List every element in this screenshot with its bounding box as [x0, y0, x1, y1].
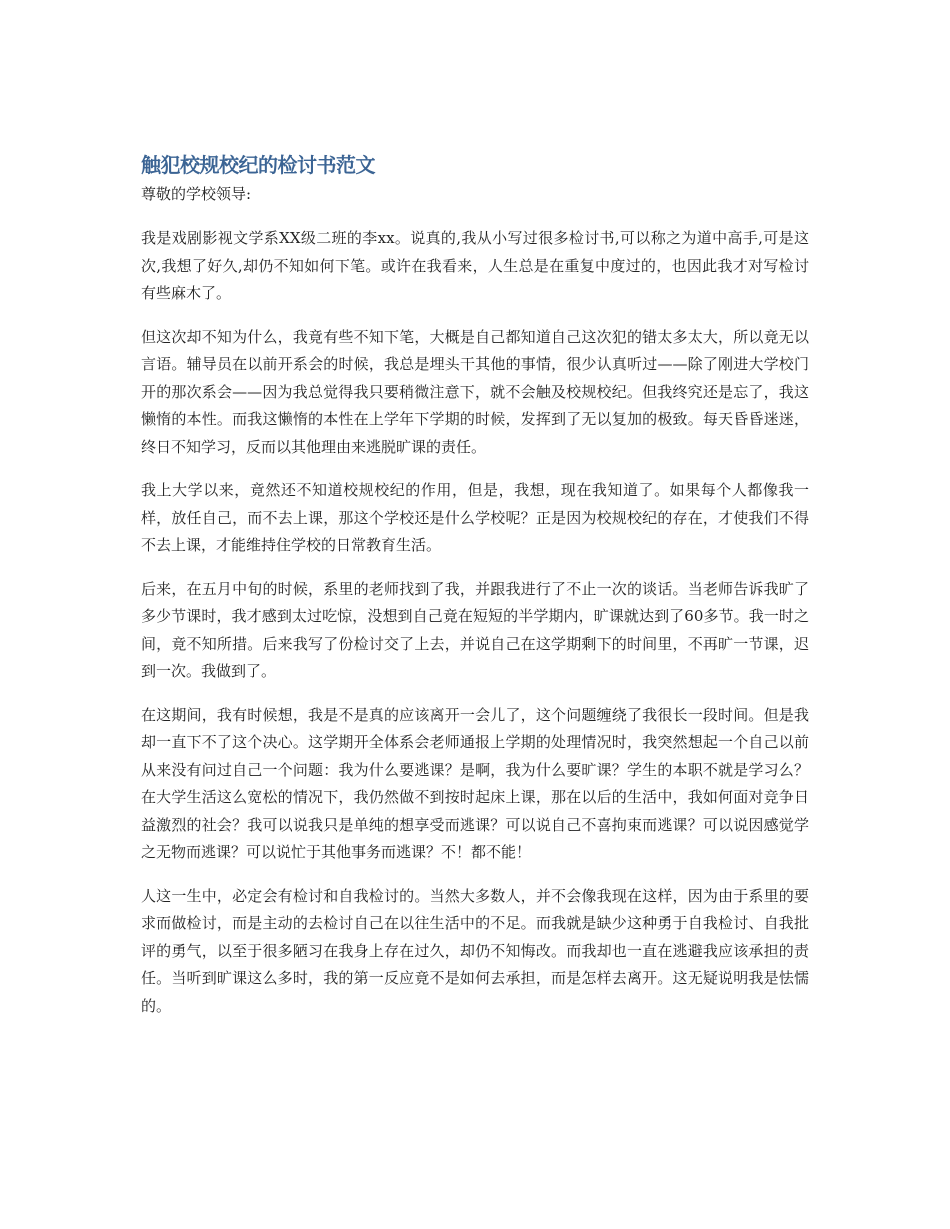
paragraph-6: 人这一生中，必定会有检讨和自我检讨的。当然大多数人，并不会像我现在这样，因为由于系里的要求而做检讨，而是主动的去检讨自己在以往生活中的不足。而我就是缺少这种勇于自我检讨、自我批评的勇气，以至于很多陋习在我身上存在过久，却仍不知悔改。而我却也一直在逃避我应该承担的责任。当听到旷课这么多时，我的第一反应竟不是如何去承担，而是怎样去离开。这无疑说明我是怯懦的。 — [141, 886, 809, 1015]
document-page — [141, 149, 809, 1036]
document-title: 触犯校规校纪的检讨书范文 — [141, 153, 375, 177]
salutation: 尊敬的学校领导: — [141, 185, 252, 203]
paragraph-2: 但这次却不知为什么，我竟有些不知下笔，大概是自己都知道自己这次犯的错太多太大，所以竟无以言语。辅导员在以前开系会的时候，我总是埋头干其他的事情，很少认真听过——除了刚进大学校门开的那次系会——因为我总觉得我只要稍微注意下，就不会触及校规校纪。但我终究还是忘了，我这懒惰的本性。而我这懒惰的本性在上学年下学期的时候，发挥到了无以复加的极致。每天昏昏迷迷，终日不知学习，反而以其他理由来逃脱旷课的责任。 — [141, 327, 809, 456]
paragraph-1: 我是戏剧影视文学系XX级二班的李xx。说真的,我从小写过很多检讨书,可以称之为道中高手,可是这次,我想了好久,却仍不知如何下笔。或许在我看来，人生总是在重复中度过的，也因此我才对写检讨有些麻木了。 — [141, 229, 809, 302]
paragraph-4: 后来，在五月中旬的时候，系里的老师找到了我，并跟我进行了不止一次的谈话。当老师告诉我旷了多少节课时，我才感到太过吃惊，没想到自己竟在短短的半学期内，旷课就达到了60多节。我一时之间，竟不知所措。后来我写了份检讨交了上去，并说自己在这学期剩下的时间里，不再旷一节课，迟到一次。我做到了。 — [141, 579, 809, 680]
paragraph-3: 我上大学以来，竟然还不知道校规校纪的作用，但是，我想，现在我知道了。如果每个人都像我一样，放任自己，而不去上课，那这个学校还是什么学校呢？正是因为校规校纪的存在，才使我们不得不去上课，才能维持住学校的日常教育生活。 — [141, 481, 809, 554]
paragraph-5: 在这期间，我有时候想，我是不是真的应该离开一会儿了，这个问题缠绕了我很长一段时间。但是我却一直下不了这个决心。这学期开全体系会老师通报上学期的处理情况时，我突然想起一个自己以前从来没有问过自己一个问题：我为什么要逃课？是啊，我为什么要旷课？学生的本职不就是学习么？在大学生活这么宽松的情况下，我仍然做不到按时起床上课，那在以后的生活中，我如何面对竞争日益激烈的社会？我可以说我只是单纯的想享受而逃课？可以说自己不喜拘束而逃课？可以说因感觉学之无物而逃课？可以说忙于其他事务而逃课？不！都不能！ — [141, 705, 809, 861]
